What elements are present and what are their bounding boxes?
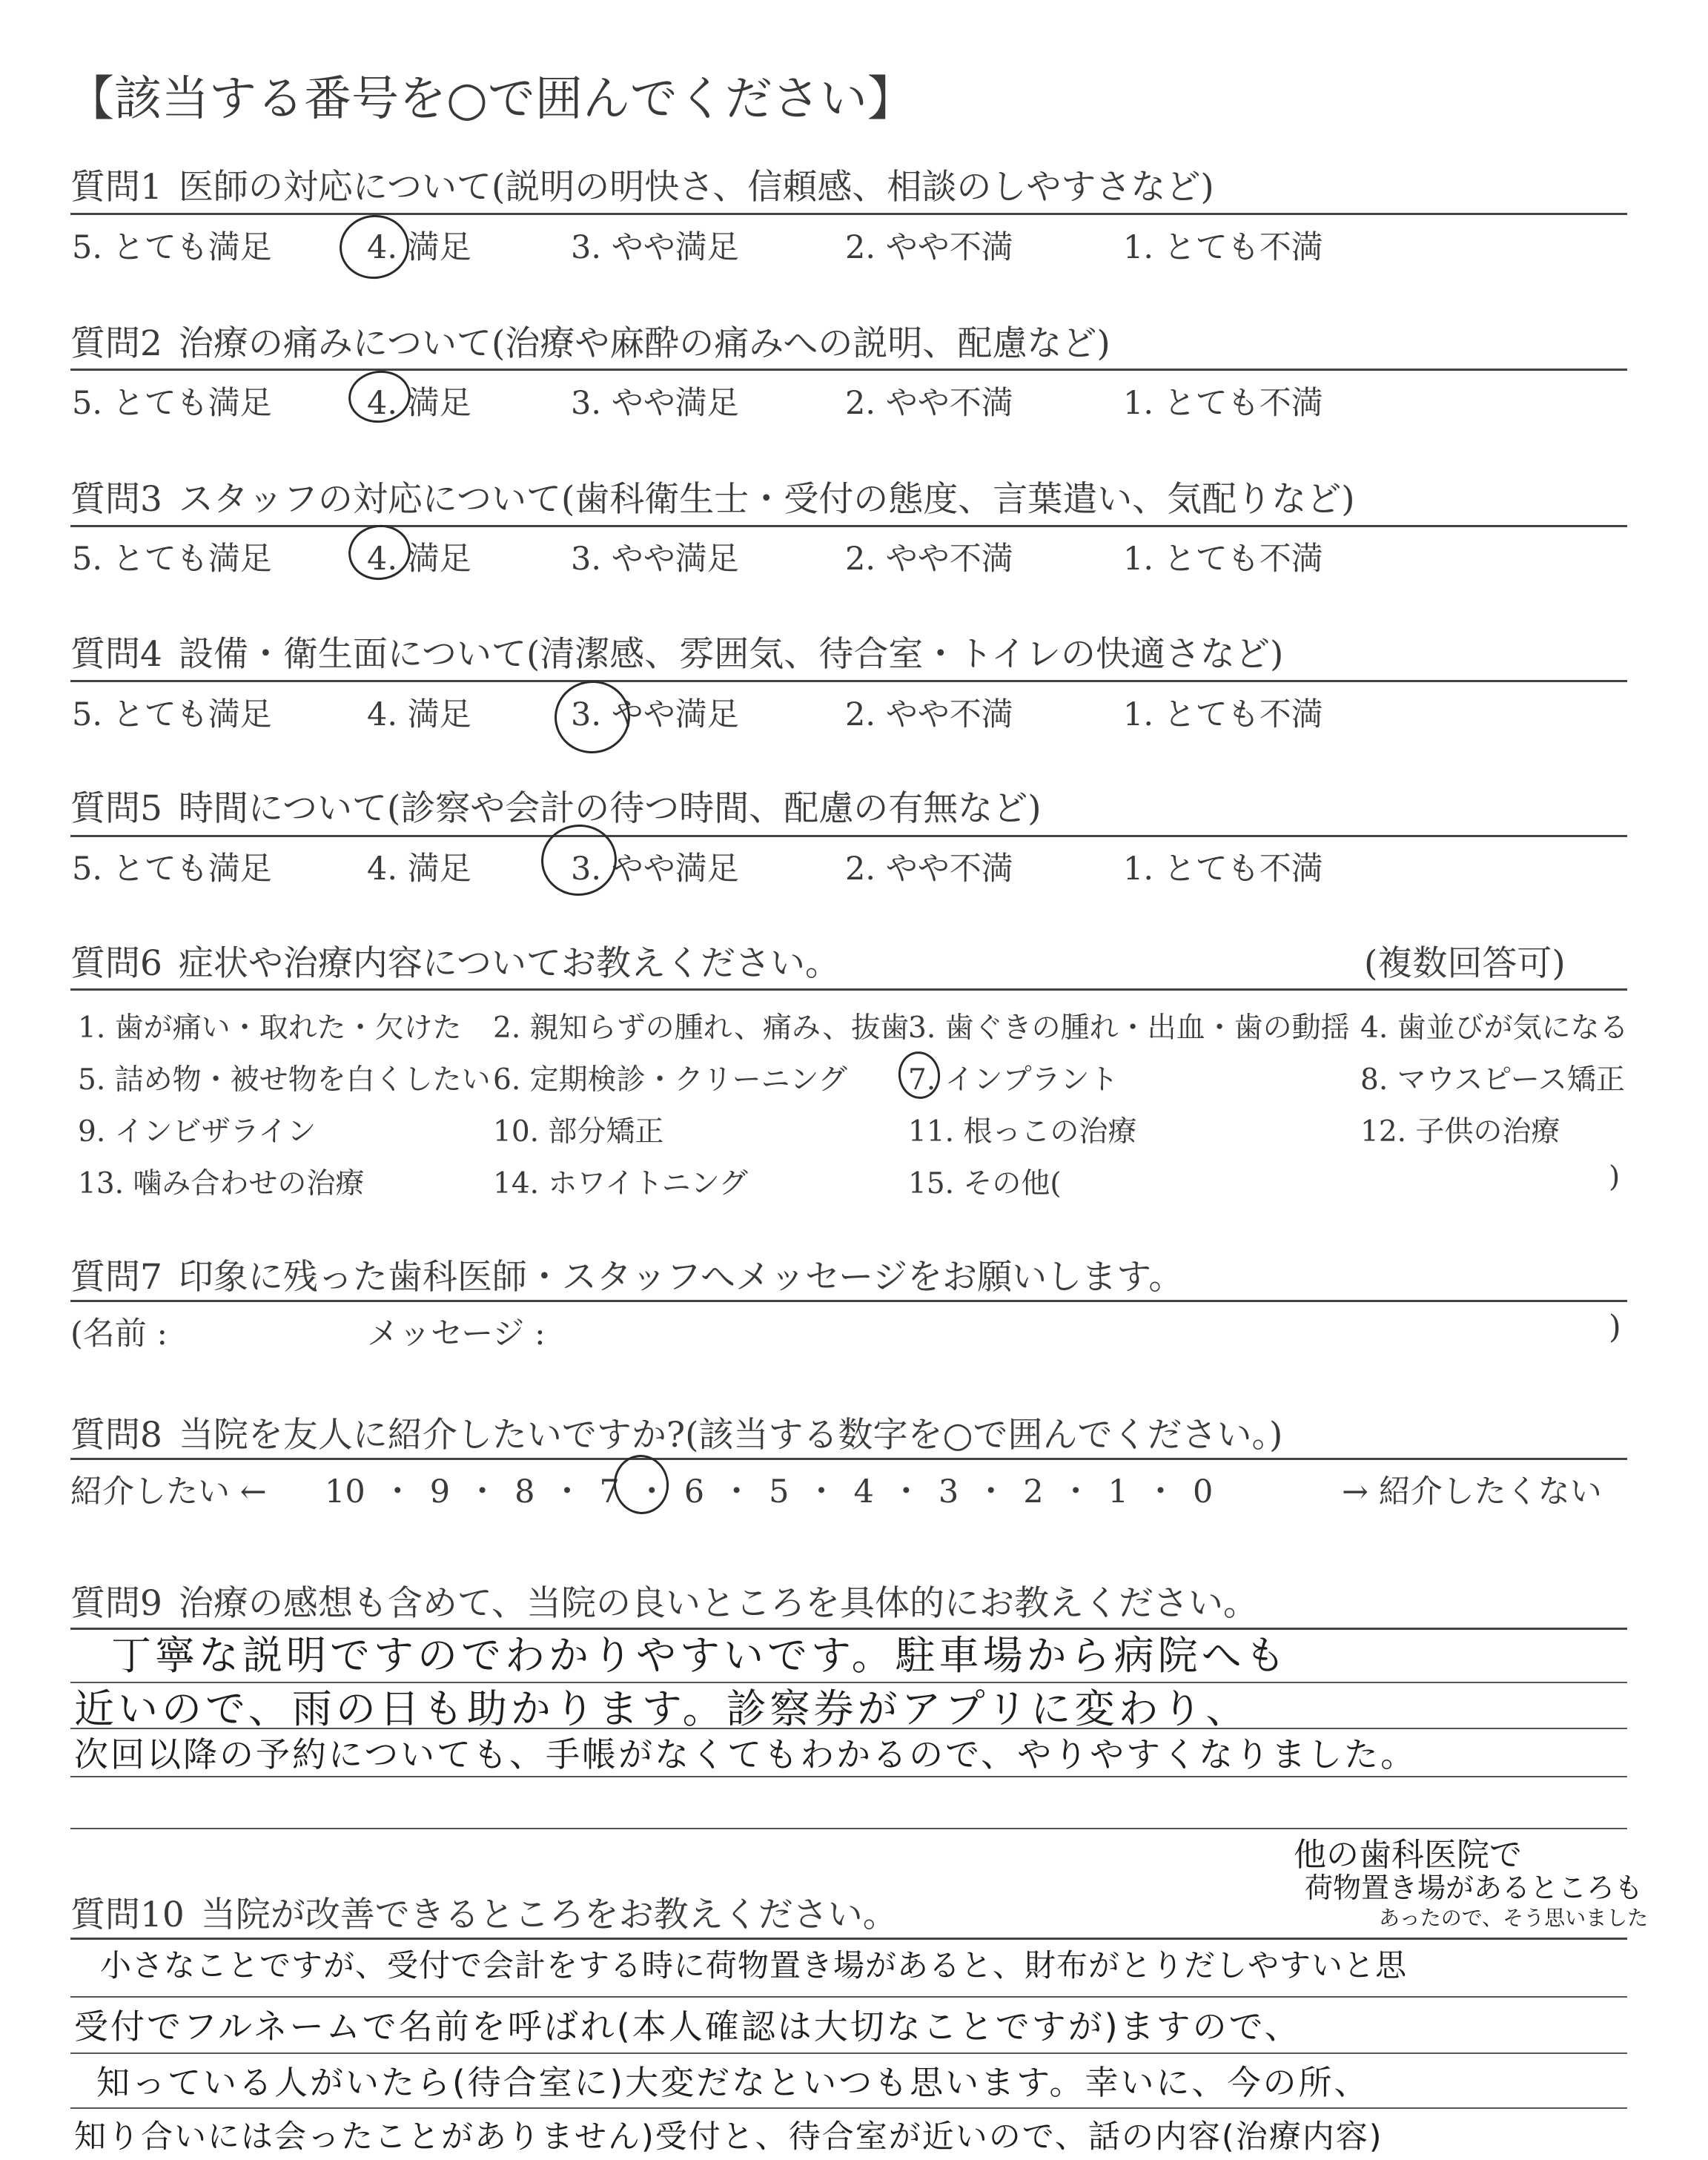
option-2[interactable]: 2. やや不満 [845, 229, 1013, 266]
question-number: 質問1 [70, 167, 162, 208]
scale-value-7[interactable]: 7 [599, 1473, 620, 1510]
margin-note: あったので、そう思いました [1379, 1906, 1649, 1930]
question-heading [70, 627, 1283, 676]
symptom-option[interactable]: 10. 部分矯正 [493, 1115, 664, 1149]
symptom-option[interactable]: 9. インビザライン [78, 1115, 317, 1149]
scale-value-9[interactable]: 9 [429, 1473, 451, 1510]
option-3[interactable]: 3. やや満足 [571, 541, 739, 578]
option-4[interactable]: 4. 満足 [367, 541, 471, 578]
scale-separator: ・ [890, 1473, 922, 1510]
question-number: 質問2 [70, 323, 162, 364]
scale-separator: ・ [551, 1473, 583, 1510]
option-5[interactable]: 5. とても満足 [72, 696, 272, 733]
divider [70, 525, 1627, 527]
recommend-label: 紹介したい ← [70, 1473, 267, 1510]
question-text: 治療の痛みについて(治療や麻酔の痛みへの説明、配慮など) [178, 323, 1110, 364]
divider [70, 1300, 1627, 1302]
option-2[interactable]: 2. やや不満 [845, 541, 1013, 578]
other-close-paren: ) [1609, 1160, 1621, 1194]
divider [70, 835, 1627, 837]
question-number: 質問10 [70, 1895, 185, 1935]
multiple-answers-note: (複数回答可) [1364, 943, 1566, 984]
question-text: スタッフの対応について(歯科衛生士・受付の態度、言葉遣い、気配りなど) [178, 479, 1355, 520]
question-heading [70, 316, 1110, 366]
question-heading [70, 781, 1042, 830]
question-text: 当院が改善できるところをお教えください。 [200, 1895, 898, 1935]
margin-note: 他の歯科医院で [1294, 1836, 1522, 1874]
answer-line [70, 1996, 1627, 1998]
option-2[interactable]: 2. やや不満 [845, 385, 1013, 422]
page-title: 【該当する番号を○で囲んでください】 [67, 72, 915, 127]
handwritten-answer: 知り合いには会ったことがありません)受付と、待合室が近いので、話の内容(治療内容) [74, 2118, 1383, 2156]
question-text: 設備・衛生面について(清潔感、雰囲気、待合室・トイレの快適さなど) [178, 634, 1284, 675]
divider [70, 988, 1627, 991]
symptom-option[interactable]: 7. インプラント [908, 1063, 1119, 1097]
scale-separator: ・ [381, 1473, 414, 1510]
symptom-option[interactable]: 8. マウスピース矯正 [1360, 1063, 1625, 1097]
close-paren: ) [1609, 1309, 1621, 1346]
option-5[interactable]: 5. とても満足 [72, 229, 272, 266]
scale-separator: ・ [721, 1473, 753, 1510]
question-heading [70, 1887, 898, 1937]
option-3[interactable]: 3. やや満足 [571, 385, 739, 422]
scale-value-4[interactable]: 4 [853, 1473, 874, 1510]
symptom-option[interactable]: 3. 歯ぐきの腫れ・出血・歯の動揺 [908, 1011, 1350, 1045]
question-text: 当院を友人に紹介したいですか?(該当する数字を○で囲んでください。) [178, 1415, 1283, 1456]
selection-circle [550, 676, 635, 758]
handwritten-answer: 受付でフルネームで名前を呼ばれ(本人確認は大切なことですが)ますので、 [74, 2007, 1301, 2047]
divider [70, 1458, 1627, 1460]
question-number: 質問8 [70, 1415, 162, 1456]
divider [70, 369, 1627, 371]
option-1[interactable]: 1. とても不満 [1123, 229, 1323, 266]
symptom-option[interactable]: 4. 歯並びが気になる [1360, 1011, 1629, 1045]
question-number: 質問6 [70, 943, 162, 984]
selection-circle [335, 211, 413, 283]
option-3[interactable]: 3. やや満足 [571, 851, 739, 888]
handwritten-answer: 小さなことですが、受付で会計をする時に荷物置き場があると、財布がとりだしやすいと思 [100, 1947, 1408, 1984]
scale-value-6[interactable]: 6 [683, 1473, 705, 1510]
option-1[interactable]: 1. とても不満 [1123, 541, 1323, 578]
answer-line [70, 2107, 1627, 2109]
symptom-option[interactable]: 2. 親知らずの腫れ、痛み、抜歯 [493, 1011, 910, 1045]
divider [70, 680, 1627, 682]
symptom-option[interactable]: 11. 根っこの治療 [908, 1115, 1137, 1149]
option-4[interactable]: 4. 満足 [367, 696, 471, 733]
scale-separator: ・ [1144, 1473, 1176, 1510]
not-recommend-label: → 紹介したくない [1342, 1473, 1602, 1510]
name-label: (名前 : [70, 1315, 168, 1353]
scale-value-0[interactable]: 0 [1192, 1473, 1214, 1510]
question-number: 質問4 [70, 634, 162, 675]
question-heading [70, 472, 1355, 521]
option-5[interactable]: 5. とても満足 [72, 541, 272, 578]
scale-separator: ・ [466, 1473, 499, 1510]
symptom-option[interactable]: 12. 子供の治療 [1360, 1115, 1560, 1149]
option-2[interactable]: 2. やや不満 [845, 696, 1013, 733]
symptom-option[interactable]: 14. ホワイトニング [493, 1167, 748, 1200]
option-4[interactable]: 4. 満足 [367, 229, 471, 266]
question-text: 治療の感想も含めて、当院の良いところを具体的にお教えください。 [178, 1583, 1258, 1624]
handwritten-answer: 知っている人がいたら(待合室に)大変だなといつも思います。幸いに、今の所、 [96, 2063, 1370, 2102]
handwritten-answer: 丁寧な説明ですのでわかりやすいです。駐車場から病院へも [111, 1632, 1289, 1679]
question-heading [70, 1249, 1183, 1299]
scale-value-2[interactable]: 2 [1023, 1473, 1044, 1510]
scale-separator: ・ [975, 1473, 1007, 1510]
scale-value-5[interactable]: 5 [769, 1473, 790, 1510]
question-text: 印象に残った歯科医師・スタッフへメッセージをお願いします。 [178, 1257, 1184, 1298]
handwritten-answer: 次回以降の予約についても、手帳がなくてもわかるので、やりやすくなりました。 [74, 1734, 1417, 1774]
handwritten-answer: 近いので、雨の日も助かります。診察券がアプリに変わり、 [74, 1685, 1250, 1732]
question-heading [70, 1576, 1258, 1625]
option-1[interactable]: 1. とても不満 [1123, 385, 1323, 422]
scale-value-10[interactable]: 10 [325, 1473, 365, 1510]
option-3[interactable]: 3. やや満足 [571, 229, 739, 266]
scale-value-8[interactable]: 8 [514, 1473, 535, 1510]
scale-separator: ・ [805, 1473, 838, 1510]
question-heading [70, 159, 1214, 209]
scale-value-3[interactable]: 3 [938, 1473, 959, 1510]
symptom-option[interactable]: 6. 定期検診・クリーニング [493, 1063, 847, 1097]
question-text: 時間について(診察や会計の待つ時間、配慮の有無など) [178, 788, 1042, 829]
question-text: 症状や治療内容についてお教えください。 [178, 943, 840, 984]
scale-separator: ・ [1059, 1473, 1092, 1510]
question-heading [70, 936, 840, 985]
margin-note: 荷物置き場があるところも [1305, 1872, 1644, 1904]
symptom-option[interactable]: 15. その他( [908, 1167, 1062, 1200]
option-2[interactable]: 2. やや不満 [845, 851, 1013, 888]
question-heading [70, 1407, 1282, 1457]
question-number: 質問7 [70, 1257, 162, 1298]
option-5[interactable]: 5. とても満足 [72, 851, 272, 888]
option-4[interactable]: 4. 満足 [367, 385, 471, 422]
question-text: 医師の対応について(説明の明快さ、信頼感、相談のしやすさなど) [178, 167, 1214, 208]
symptom-option[interactable]: 5. 詰め物・被せ物を白くしたい [78, 1063, 491, 1097]
divider [70, 213, 1627, 215]
divider [70, 1938, 1627, 1940]
option-1[interactable]: 1. とても不満 [1123, 851, 1323, 888]
question-number: 質問3 [70, 479, 162, 520]
symptom-option[interactable]: 1. 歯が痛い・取れた・欠けた [78, 1011, 462, 1045]
message-label: メッセージ : [367, 1315, 546, 1353]
recommend-scale [325, 1467, 1213, 1512]
question-number: 質問9 [70, 1583, 162, 1624]
question-number: 質問5 [70, 788, 162, 829]
option-5[interactable]: 5. とても満足 [72, 385, 272, 422]
option-3[interactable]: 3. やや満足 [571, 696, 739, 733]
answer-line [70, 2052, 1627, 2054]
scale-separator: ・ [635, 1473, 668, 1510]
symptom-option[interactable]: 13. 噛み合わせの治療 [78, 1167, 365, 1200]
scale-value-1[interactable]: 1 [1108, 1473, 1128, 1510]
option-4[interactable]: 4. 満足 [367, 851, 471, 888]
option-1[interactable]: 1. とても不満 [1123, 696, 1323, 733]
